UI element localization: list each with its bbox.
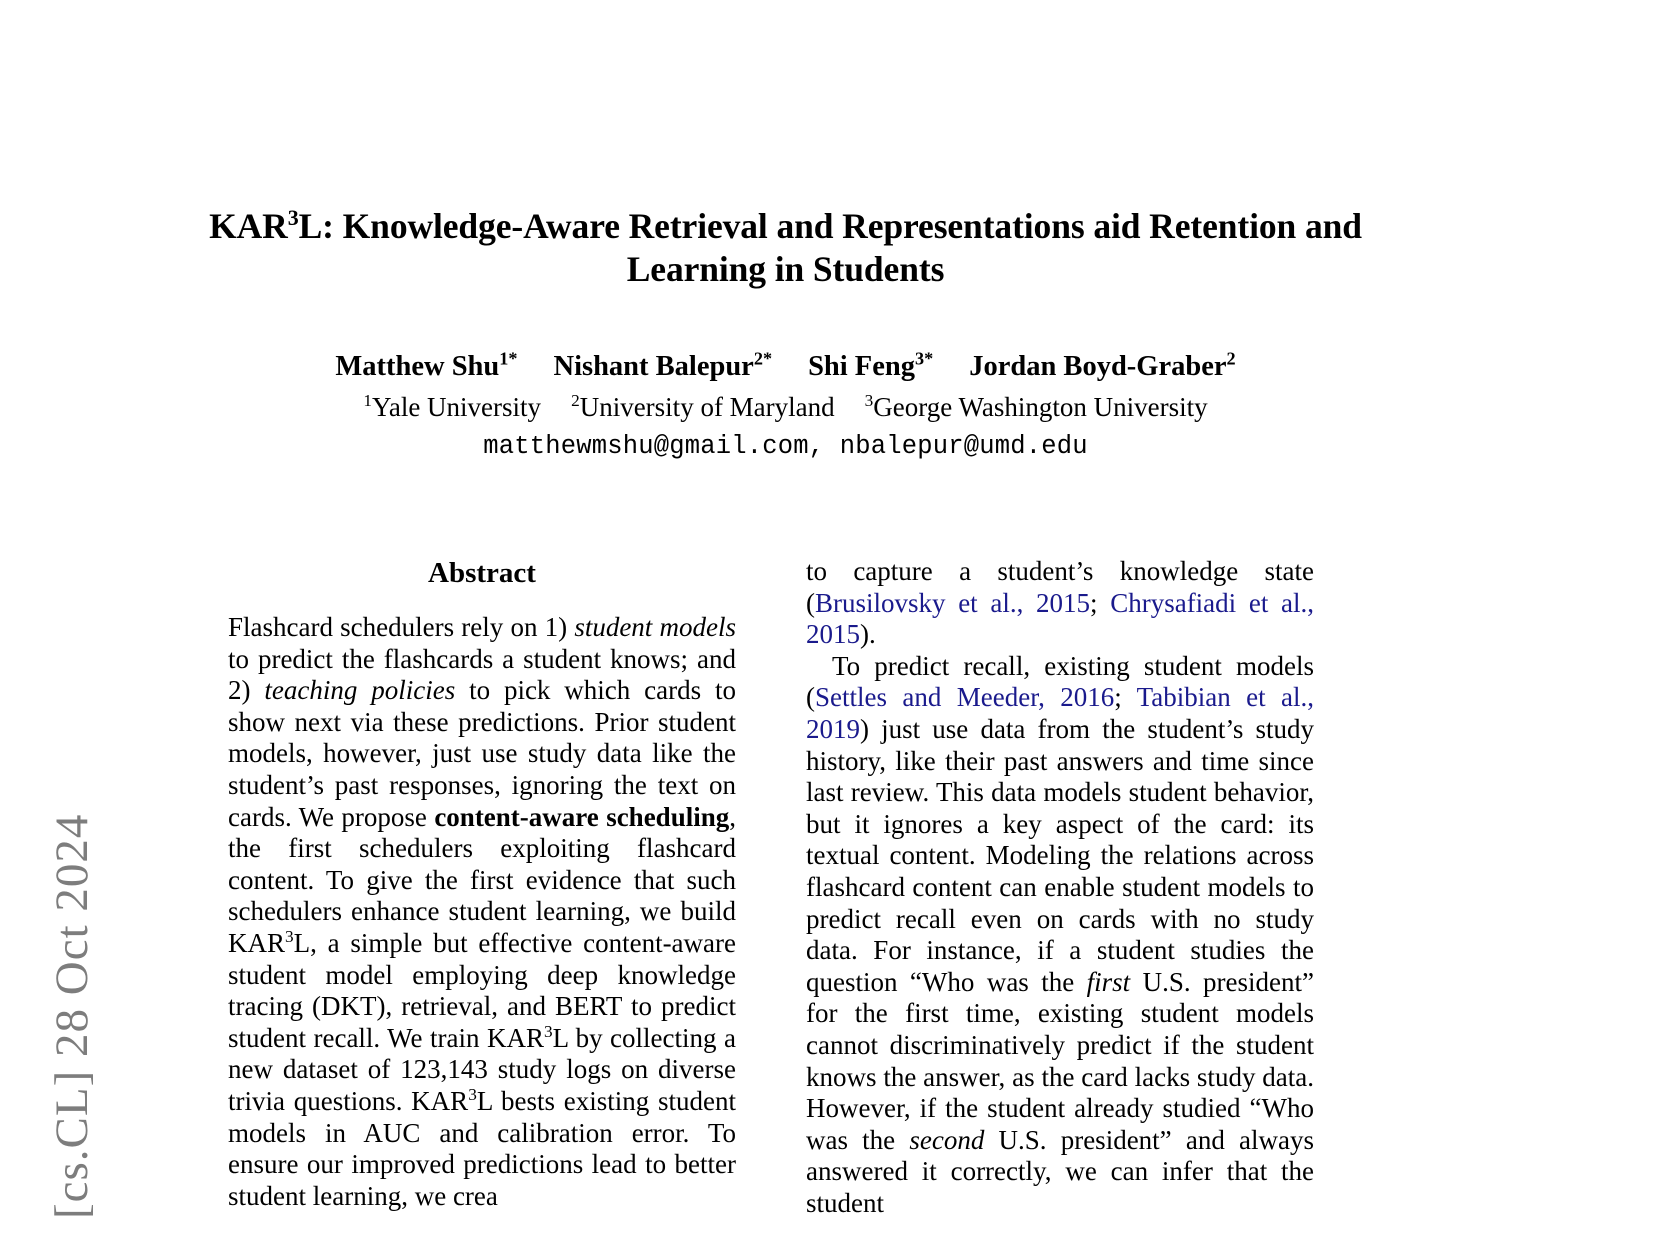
kar3l-superscript: 3 bbox=[468, 1084, 477, 1104]
page-title bbox=[193, 205, 1378, 291]
affiliation-name: University of Maryland bbox=[579, 392, 835, 422]
body-text: U.S. president” and always answered it correctly, we can infer that the student bbox=[806, 1124, 1314, 1218]
introduction-column bbox=[806, 556, 1314, 1246]
emphasis-second: second bbox=[909, 1124, 985, 1155]
author-matthew-shu bbox=[335, 348, 517, 386]
title-block bbox=[193, 205, 1378, 291]
citation-link-brusilovsky[interactable]: Brusilovsky et al., 2015 bbox=[815, 587, 1091, 618]
affiliation-gwu bbox=[865, 388, 1208, 426]
abstract-emphasis-teaching-policies: teaching policies bbox=[264, 675, 456, 706]
kar3l-superscript: 3 bbox=[543, 1021, 553, 1041]
author-name: Matthew Shu bbox=[335, 351, 500, 382]
title-part-1: KAR bbox=[209, 206, 288, 246]
abstract-text: Flashcard schedulers rely on 1) bbox=[228, 612, 575, 642]
title-superscript: 3 bbox=[287, 205, 299, 231]
abstract-text: L by collecting a new dataset of 123,143 study logs on diverse trivia questions. KAR bbox=[228, 1022, 736, 1116]
author-emails: matthewmshu@gmail.com, nbalepur@umd.edu bbox=[483, 432, 1088, 461]
author-row bbox=[193, 348, 1378, 386]
author-affiliation-marker: 3* bbox=[914, 348, 934, 369]
intro-paragraph-1 bbox=[806, 556, 1314, 651]
abstract-emphasis-student-models: student models bbox=[574, 612, 736, 642]
affiliation-maryland bbox=[571, 388, 835, 426]
author-affiliation-marker: 2 bbox=[1226, 348, 1236, 369]
affiliation-marker: 2 bbox=[571, 391, 580, 410]
affiliation-yale bbox=[363, 388, 541, 426]
body-text: ; bbox=[1114, 682, 1137, 713]
affiliation-marker: 3 bbox=[864, 391, 874, 410]
abstract-text: to pick which cards to show next via these predictions. Prior student models, however, just use study data like the student’s past responses, ignoring the text on cards. We propose bbox=[228, 675, 736, 832]
arxiv-stamp: [cs.CL] 28 Oct 2024 bbox=[46, 813, 98, 1219]
citation-link-settles-meeder[interactable]: Settles and Meeder, 2016 bbox=[815, 682, 1115, 713]
author-name: Shi Feng bbox=[808, 351, 915, 382]
abstract-bold-content-aware-scheduling: content-aware scheduling bbox=[434, 801, 730, 832]
kar3l-superscript: 3 bbox=[285, 926, 294, 946]
intro-paragraph-2 bbox=[806, 651, 1314, 1220]
author-name: Jordan Boyd-Graber bbox=[969, 351, 1227, 382]
author-shi-feng bbox=[808, 348, 933, 386]
author-nishant-balepur bbox=[553, 348, 772, 386]
authors-block bbox=[193, 348, 1378, 466]
author-affiliation-marker: 2* bbox=[753, 348, 773, 369]
affiliation-marker: 1 bbox=[363, 391, 373, 410]
two-column-body bbox=[228, 556, 1383, 1246]
abstract-column bbox=[228, 556, 736, 1246]
body-text: ). bbox=[860, 619, 876, 650]
affiliation-row bbox=[193, 388, 1378, 426]
body-text: to capture a student’s knowledge state ( bbox=[806, 556, 1314, 618]
author-name: Nishant Balepur bbox=[553, 351, 754, 382]
abstract-text: , the first schedulers exploiting flashcard content. To give the first evidence that such schedulers enhance student learning, we build KAR bbox=[228, 801, 736, 958]
title-part-2: L: Knowledge-Aware Retrieval and Representations aid Retention and Learning in Students bbox=[298, 206, 1362, 289]
author-jordan-boyd-graber bbox=[969, 348, 1235, 386]
author-affiliation-marker: 1* bbox=[499, 348, 518, 369]
citation-link-chrysafiadi[interactable]: Chrysafiadi et al., 2015 bbox=[806, 587, 1314, 650]
abstract-text: L bests existing student models in AUC and calibration error. To ensure our improved predictions lead to better student learning, we crea bbox=[228, 1085, 736, 1211]
abstract-heading: Abstract bbox=[428, 557, 536, 589]
affiliation-name: George Washington University bbox=[873, 392, 1208, 422]
body-text: ; bbox=[1090, 587, 1111, 618]
body-text: ) just use data from the student’s study history, like their past answers and time since last review. This data models student behavior, but it ignores a key aspect of the card: its textual content. Modeling the relations across flashcard content can enable student models to predict recall even on cards with no study data. For instance, if a student studies the question “Who was the bbox=[806, 713, 1314, 997]
abstract-text: L, a simple but effective content-aware student model employing deep knowledge tracing (DKT), retrieval, and BERT to predict student recall. We train KAR bbox=[228, 927, 736, 1053]
body-text: U.S. president” for the first time, existing student models cannot discriminatively predict if the student knows the answer, as the card lacks study data. However, if the student already studied “Who was the bbox=[806, 966, 1314, 1155]
citation-link-tabibian[interactable]: Tabibian et al., 2019 bbox=[806, 682, 1314, 744]
body-text: To predict recall, existing student models ( bbox=[806, 650, 1314, 713]
abstract-paragraph bbox=[228, 612, 736, 1212]
abstract-text: to predict the flashcards a student knows; and 2) bbox=[228, 643, 736, 706]
emphasis-first: first bbox=[1086, 966, 1131, 997]
affiliation-name: Yale University bbox=[372, 392, 542, 422]
